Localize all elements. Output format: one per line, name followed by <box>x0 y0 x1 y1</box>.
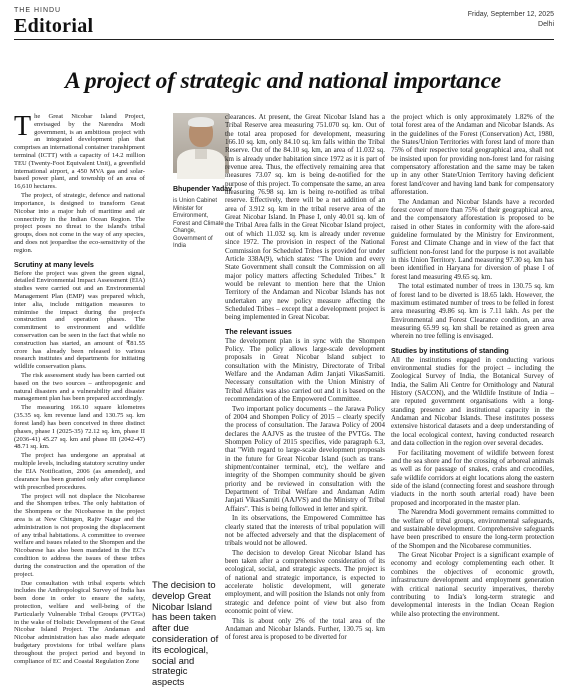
paragraph: Two important policy documents – the Jarawa Policy of 2004 and Shompen Policy of 2015 – clearly specify the process of consultation. The Jarawa Policy of 2004 declares the AAJVS as the trustee of the PVTGs. The Shompen Policy of 2015 specifies, vide paragraph 6.3, that "With regard to large-scale development proposals in the future for Great Nicobar Island (such as trans-shipment/container terminal, etc), the welfare and integrity of the Shompen community should be given priority and be reviewed in consultation with the Department of Tribal Welfare and Andaman Adim Janjati VikasSamiti (AAJVS) and the Ministry of Tribal Affairs". This is being followed in letter and spirit. <box>225 404 385 513</box>
paragraph: For facilitating movement of wildlife between forest and the sea shore and for the crossing of arboreal animals as well as for passage of snakes, crabs and crocodiles, safe wildlife corridors at eight locations along the eastern side of the island (connecting forest and seashore through viaducts in the north south arterial road) have been proposed and incorporated in the master plan. <box>391 448 554 507</box>
dateline <box>468 10 554 30</box>
paragraph <box>14 113 145 191</box>
paragraph: The project has undergone an appraisal at multiple levels, including statutory scrutiny under the EIA Notification, 2006 (as amended), and clearance has been granted only after compliance with prescribed procedures. <box>14 452 145 491</box>
date: Friday, September 12, 2025 <box>467 11 554 18</box>
paragraph: Due consultation with tribal experts which includes the Anthropological Survey of India has been done in order to ensure the safety, protection, welfare and well-being of the Particularly Vulnerable Tribal Groups (PVTGs) in the wake of Holistic Development of the Great Nicobar Island Project. The Andaman and Nicobar administration has also made adequate budgetary provisions for tribal welfare plans throughout the project period and beyond in compliance of EC and Coastal Regulation Zone <box>14 579 145 665</box>
newspaper-name: THE HINDU <box>14 7 62 14</box>
subheading: The relevant issues <box>225 326 292 336</box>
paragraph: This is about only 2% of the total area of the Andaman and Nicobar Islands. Further, 130.75 sq. km of forest area is proposed to be diverted for <box>225 616 385 642</box>
paragraph: The risk assessment study has been carried out based on the two sources – anthropogenic and natural disasters and a vulnerability and disaster management plan has been prepared accordingly. <box>14 372 145 403</box>
subheading: Scrutiny at many levels <box>14 259 94 269</box>
paragraph: The project, of strategic, defence and national importance, is designed to transform Great Nicobar into a major hub of maritime and air connectivity in the Indian Ocean Region. The project poses no threat to the island's tribal groups, does not come in the way of any species, and does not jeopardise the eco-sensitivity of the region. <box>14 192 145 254</box>
paragraph: The total estimated number of trees in 130.75 sq. km of forest land to be diverted is 18.65 lakh. However, the maximum estimated number of trees to be felled in forest area measuring 49.86 sq. km is 7.11 lakh. As per the Environmental and Forest Clearance condition, an area measuring 65.99 sq. km shall be retained as green area wherein no tree felling is envisaged. <box>391 282 554 341</box>
paragraph: The measuring 166.10 square kilometres (35.35 sq. km revenue land and 130.75 sq. km forest land) has been conceived in three distinct phases, phase I (2025-35) 72.12 sq. km, phase II (2036-41) 45.27 sq. km and phase III (2042-47) 48.71 sq. km. <box>14 404 145 451</box>
paragraph: All the institutions engaged in conducting various environmental studies for the project – including the Zoological Survey of India, the Botanical Survey of India, the Salim Ali Centre for Ornithology and Natural History (SACON), and the Wildlife Institute of India – are reputed government organisations with a long-standing presence and institutional capacity in the Andaman and Nicobar Islands. These institutes possess extensive historical datasets and a deep understanding of the local ecological context, having conducted research and data collection in the region over several decades. <box>391 355 554 448</box>
paragraph: Before the project was given the green signal, detailed Environmental Impact Assessment (EIA) studies were carried out and an Environmental Management Plan (EMP) was prepared which, inter alia, include mitigation measures to minimise the impact during the project's construction and operation phases. The commitment to environment and wildlife conservation can be seen in the fact that while no construction has started, an amount of ₹81.55 crore has already been released to various research institutes and departments for initiating wildlife conservation plans. <box>14 269 145 371</box>
edition-city: Delhi <box>538 21 554 28</box>
author-photo-hair <box>188 117 214 127</box>
author-name: Bhupender Yadav <box>173 186 233 193</box>
paragraph-text: he Great Nicobar Island Project, envisaged by the Narendra Modi government, is an ambitious project with an integrated development plan that comprises an international container transhipment terminal (ICTT) with a capacity of 14.2 million TEU (Twenty-Foot Equivalent Unit), a greenfield international airport, a 450 MVA gas and solar-based power plant, and township of an area of 16,610 hectares. <box>14 113 145 191</box>
article-column-1 <box>14 113 145 675</box>
paragraph: The development plan is in sync with the Shompen Policy. The policy allows large-scale development proposals in Great Nicobar Island subject to consultation with the Ministry, Directorate of Tribal Welfare and the Andaman Adim Janjati VikasSamiti. Necessary consultation with the Union Ministry of Tribal Affairs was also carried out and it is based on the recommendation of the Empowered Committee. <box>225 336 385 403</box>
author-photo <box>173 113 229 173</box>
paragraph: the project which is only approximately 1.82% of the total forest area of the Andaman and Nicobar Islands. As in the guidelines of the Forest (Conservation) Act, 1980, the States/Union Territories with forest land of more than 75% of their respective total geographical area, shall not be insisted upon for providing non-forest land for raising compensatory afforestation and the same may be taken up in any other State/Union Territory having deficient forest land/cover and having land bank for compensatory afforestation. <box>391 113 554 197</box>
drop-cap: T <box>14 111 32 142</box>
paragraph: The Great Nicobar Project is a significant example of economy and ecology complementing each other. It combines the objectives of economic growth, infrastructure development and employment generation with critical national security imperatives, thereby contributing to India's long-term strategic and developmental interests in the Indian Ocean Region while also protecting the environment. <box>391 551 554 618</box>
paragraph: In its observations, the Empowered Committee has clearly stated that the interests of tribal population will not be affected adversely and that the displacement of tribals would not be allowed. <box>225 514 385 548</box>
masthead <box>14 4 554 40</box>
paragraph: clearances. At present, the Great Nicobar Island has a Tribal Reserve area measuring 751.070 sq. km. Out of the total area proposed for development, measuring 166.10 sq. km, only 84.10 sq. km falls within the Tribal Reserve. Out of the 84.10 sq. km, an area of 11.032 sq. km is already under habitation since 1972 as it is part of revenue area. Thus, the effectively remaining area that measures 73.07 sq. km is being de-notified for the purpose of this project. To compensate the same, an area measuring 76.98 sq. km is being re-notified as tribal reserve. Effectively, there will be a net addition of an area of 3.912 sq. km in the tribal reserve area of the Great Nicobar Island. In Phase I, only 40.01 sq. km of the Tribal Area falls in the Great Nicobar Island project, out of which 11.032 sq. km is already under revenue since 1972. The provision in respect of the National Commission for Scheduled Tribes is provided for under Article 338A(9), which states: "The Union and every State Government shall consult the Commission on all major policy matters affecting Scheduled Tribes." It would be relevant to mention here that the Union Territory of the Andaman and Nicobar Islands has not undertaken any new policy measure affecting the Scheduled Tribes – except that a development project is being implemented in Great Nicobar. <box>225 113 385 322</box>
paragraph: The Narendra Modi government remains committed to the welfare of tribal groups, environmental safeguards, and sustainable development. Comprehensive safeguards have been prescribed to ensure the long-term protection of the Shompen and the Nicobarese communities. <box>391 508 554 550</box>
article-column-4 <box>391 113 554 675</box>
article-headline: A project of strategic and national importance <box>64 68 501 94</box>
author-role: is Union Cabinet Minister for Environment, Forest and Climate Change, Government of India <box>173 198 224 249</box>
article-column-3 <box>225 113 385 675</box>
paragraph: The decision to develop Great Nicobar Island has been taken after a comprehensive consideration of its ecological, social, and strategic aspects. The project is of national and strategic importance, is expected to accelerate holistic development, will generate employment, and will position the Islands not only from strategic and defence point of view but also from economic point of view. <box>225 548 385 616</box>
subheading: Studies by institutions of standing <box>391 345 509 355</box>
paragraph: The project will not displace the Nicobarese and the Shompen tribes. The only habitation of the Shompens or the Nicobarese in the project area is at New Chingen, Rajiv Nagar and the administration is not proposing the displacement of any tribal habitations. A committee to oversee welfare and issues related to the Shompen and the Nicobarese has also been mandated in the EC's condition to address the issues of these tribes during the construction and the operation of the project. <box>14 492 145 578</box>
section-title: Editorial <box>14 15 94 37</box>
pull-quote: The decision to develop Great Nicobar Island has been taken after due consideration of its ecological, social and strategic aspects <box>152 579 219 688</box>
author-photo-collar <box>195 149 207 159</box>
paragraph: The Andaman and Nicobar Islands have a recorded forest cover of more than 75% of their geographical area, and the compensatory afforestation is proposed to be raised in other States in conformity with the afore-said guideline formulated by the Ministry for Environment, Forest and Climate Change and in view of the fact that sufficient non-forest land for the purpose is not available in this Union Territory. Land measuring 97.30 sq. km has been identified in Haryana for diversion of phase I of forest land measuring 49.65 sq. km. <box>391 197 554 281</box>
